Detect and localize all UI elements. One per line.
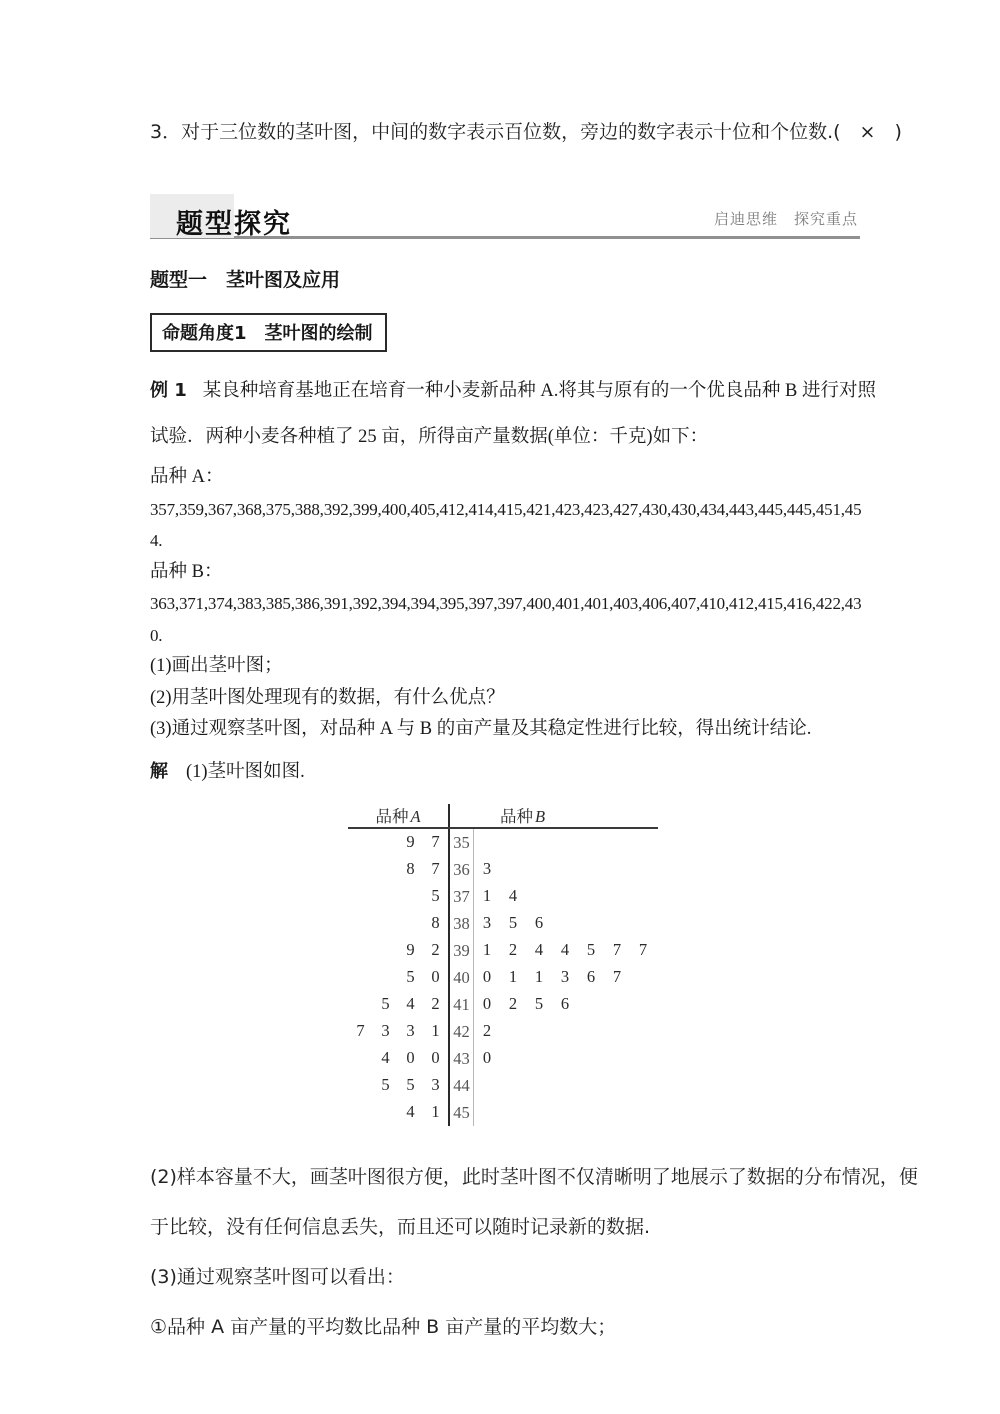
leaves-a: [348, 1099, 448, 1126]
leaf-cell-a: 0: [431, 967, 440, 986]
leaf-cell-a: 5: [381, 1075, 390, 1094]
variety-a-label: 品种 A：: [150, 467, 224, 487]
leaf-cell-a: 0: [406, 1048, 415, 1067]
leaf-cell-b: 4: [560, 940, 570, 959]
solution-part3-line: (3)通过观察茎叶图可以看出：: [150, 1265, 405, 1288]
stem-leaf-row: [348, 1045, 658, 1072]
leaf-cell-a: 4: [406, 994, 415, 1013]
solution-intro-line: [150, 756, 860, 788]
stem-leaf-row: [348, 937, 658, 964]
page-content: [150, 0, 918, 1352]
question-3: (3)通过观察茎叶图，对品种 A 与 B 的亩产量及其稳定性进行比较，得出统计结论.: [150, 719, 812, 739]
leaf-cell-b: 3: [560, 967, 570, 986]
example-statement: [150, 368, 876, 460]
leaves-a: [348, 883, 448, 910]
stem-cell: 41: [448, 991, 474, 1018]
angle-box-label: 命题角度1 茎叶图的绘制: [150, 313, 387, 352]
example-line-1: [150, 368, 876, 414]
leaf-cell-b: 7: [638, 940, 648, 959]
leaf-cell-b: 7: [612, 940, 622, 959]
leaves-a: [348, 937, 448, 964]
stem-leaf-row: [348, 910, 658, 937]
leaf-cell-a: 9: [406, 832, 415, 851]
leaf-cell-a: 5: [431, 886, 440, 905]
leaf-cell-a: 1: [431, 1102, 440, 1121]
variety-a-data-line-2: 4.: [150, 531, 163, 550]
stem-cell: 36: [448, 856, 474, 883]
leaf-cell-a: 7: [356, 1021, 365, 1040]
stem-leaf-row: [348, 1072, 658, 1099]
leaf-cell-a: 7: [431, 832, 440, 851]
leaves-a: [348, 910, 448, 937]
question-1: (1)画出茎叶图；: [150, 656, 283, 676]
leaves-a: [348, 964, 448, 991]
leaf-cell-a: 8: [431, 913, 440, 932]
solution-part2-line-2: 于比较，没有任何信息丢失，而且还可以随时记录新的数据.: [150, 1215, 651, 1238]
stem-cell: 39: [448, 937, 474, 964]
leaf-cell-a: 3: [381, 1021, 390, 1040]
stem-leaf-row: [348, 1018, 658, 1045]
leaf-cell-b: 2: [508, 940, 518, 959]
leaf-cell-a: 3: [431, 1075, 440, 1094]
leaf-cell-a: 2: [431, 940, 440, 959]
stem-leaf-header-right: 品种 B: [500, 807, 546, 826]
stem-leaf-plot: [348, 804, 658, 1126]
stem-cell: 40: [448, 964, 474, 991]
leaf-cell-a: 4: [381, 1048, 390, 1067]
solution-intro-text: (1)茎叶图如图.: [186, 761, 305, 782]
leaf-cell-a: 5: [381, 994, 390, 1013]
leaves-b: [474, 910, 656, 937]
section-tagline: 启迪思维 探究重点: [713, 210, 858, 228]
leaves-b: [474, 1099, 656, 1126]
stem-cell: 42: [448, 1018, 474, 1045]
leaf-cell-b: 7: [612, 967, 622, 986]
stem-leaf-rows: [348, 829, 658, 1126]
solution-part-3: [150, 1252, 860, 1302]
leaves-a: [348, 829, 448, 856]
leaves-b: [474, 1045, 656, 1072]
stem-leaf-row: [348, 883, 658, 910]
stem-leaf-row: [348, 964, 658, 991]
leaves-b: [474, 937, 656, 964]
data-block: [150, 462, 860, 746]
leaves-a: [348, 1045, 448, 1072]
leaf-cell-b: 0: [482, 994, 492, 1013]
stem-cell: 43: [448, 1045, 474, 1072]
leaf-cell-a: 1: [431, 1021, 440, 1040]
leaves-b: [474, 1018, 656, 1045]
stem-leaf-header: [348, 804, 658, 829]
leaf-cell-a: 2: [431, 994, 440, 1013]
leaf-cell-b: 1: [508, 967, 518, 986]
leaves-b: [474, 856, 656, 883]
leaf-cell-a: 5: [406, 1075, 415, 1094]
leaves-b: [474, 883, 656, 910]
stem-cell: 35: [448, 829, 474, 856]
leaf-cell-b: 1: [534, 967, 544, 986]
example-text-1: 某良种培育基地正在培育一种小麦新品种 A.将其与原有的一个优良品种 B 进行对照: [202, 381, 876, 401]
section-title: 题型探究: [176, 209, 292, 240]
leaf-cell-b: 1: [482, 886, 492, 905]
stem-leaf-header-left: 品种 A: [375, 807, 421, 826]
topic-title: 题型一 茎叶图及应用: [150, 269, 341, 291]
leaves-a: [348, 991, 448, 1018]
leaf-cell-a: 4: [406, 1102, 415, 1121]
leaves-b: [474, 964, 656, 991]
variety-b-data-line-1: 363,371,374,383,385,386,391,392,394,394,395,397,397,400,401,401,403,406,407,410,412,415,416,422,43: [150, 594, 862, 613]
leaf-cell-b: 6: [560, 994, 570, 1013]
variety-b-label: 品种 B：: [150, 561, 223, 582]
leaf-cell-b: 5: [586, 940, 596, 959]
stem-cell: 37: [448, 883, 474, 910]
solution-part-2: [150, 1152, 918, 1252]
leaf-cell-b: 6: [534, 913, 544, 932]
leaf-cell-a: 7: [431, 859, 440, 878]
leaf-cell-b: 1: [482, 940, 492, 959]
leaves-b: [474, 991, 656, 1018]
leaf-cell-b: 0: [482, 1048, 492, 1067]
solution-label: 解: [150, 760, 168, 782]
judgement-item-3: 3．对于三位数的茎叶图，中间的数字表示百位数，旁边的数字表示十位和个位数.( × ): [150, 121, 902, 143]
leaf-cell-a: 9: [406, 940, 415, 959]
leaves-b: [474, 1072, 656, 1099]
leaves-a: [348, 1018, 448, 1045]
leaves-a: [348, 856, 448, 883]
variety-a-data-line-1: 357,359,367,368,375,388,392,399,400,405,412,414,415,421,423,423,427,430,430,434,443,445,445,451,45: [150, 499, 862, 519]
variety-b-data-line-2: 0.: [150, 625, 163, 645]
leaf-cell-b: 3: [482, 913, 492, 932]
leaf-cell-b: 0: [482, 967, 492, 986]
example-line-2: 试验．两种小麦各种植了 25 亩，所得亩产量数据(单位：千克)如下：: [150, 427, 709, 447]
leaves-a: [348, 1072, 448, 1099]
leaf-cell-b: 2: [508, 994, 518, 1013]
solution-point-1: [150, 1302, 860, 1352]
stem-leaf-row: [348, 856, 658, 883]
question-2: (2)用茎叶图处理现有的数据，有什么优点？: [150, 687, 505, 708]
leaf-cell-a: 5: [406, 967, 415, 986]
leaf-cell-b: 3: [482, 859, 492, 878]
leaf-cell-b: 4: [534, 940, 544, 959]
stem-cell: 38: [448, 910, 474, 937]
leaf-cell-a: 3: [406, 1021, 415, 1040]
stem-leaf-row: [348, 829, 658, 856]
leaf-cell-b: 6: [586, 967, 596, 986]
example-label: 例 1: [150, 380, 187, 401]
stem-cell: 45: [448, 1099, 474, 1126]
section-header-band: [150, 192, 860, 239]
leaf-cell-b: 5: [508, 913, 518, 932]
leaves-b: [474, 829, 656, 856]
leaf-cell-b: 5: [534, 994, 544, 1013]
leaf-cell-b: 2: [482, 1021, 492, 1040]
leaf-cell-a: 0: [431, 1048, 440, 1067]
leaf-cell-a: 8: [406, 859, 415, 878]
stem-cell: 44: [448, 1072, 474, 1099]
stem-leaf-header-divider: [448, 804, 474, 827]
stem-leaf-row: [348, 991, 658, 1018]
solution-part2-line-1: (2)样本容量不大，画茎叶图很方便，此时茎叶图不仅清晰明了地展示了数据的分布情况，便: [150, 1165, 918, 1188]
solution-point1-line: ①品种 A 亩产量的平均数比品种 B 亩产量的平均数大；: [150, 1315, 617, 1338]
stem-leaf-row: [348, 1099, 658, 1126]
leaf-cell-b: 4: [508, 886, 518, 905]
